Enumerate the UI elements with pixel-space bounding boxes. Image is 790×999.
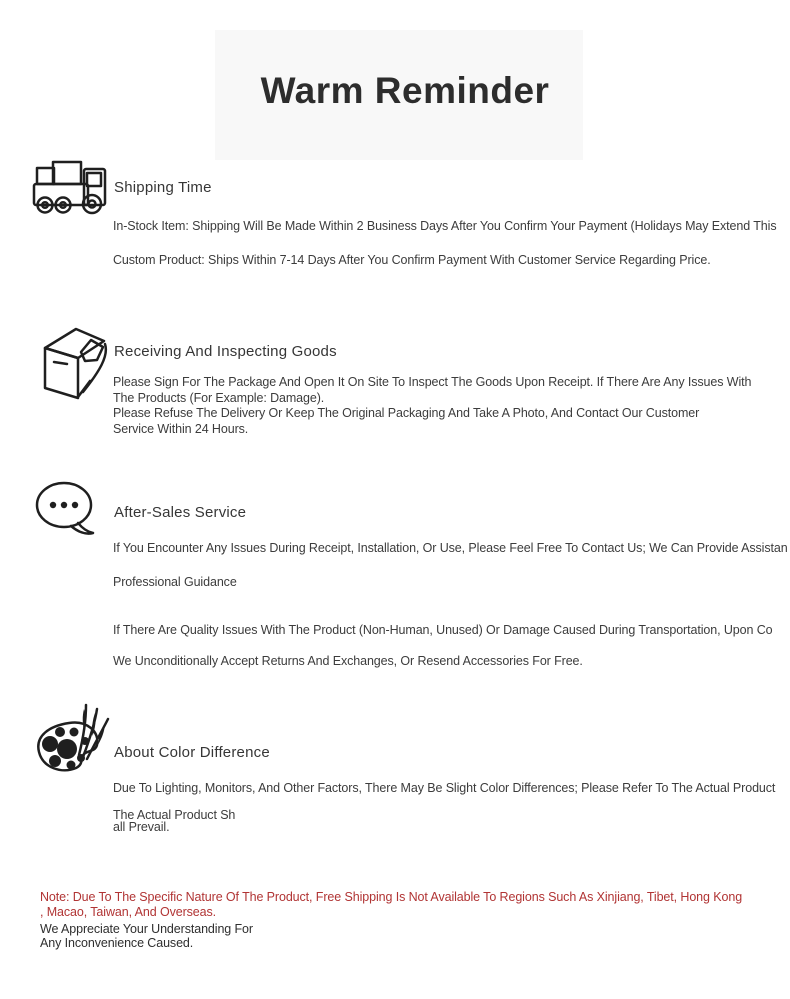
- text-line: all Prevail.: [113, 819, 170, 834]
- section-heading-shipping-time: Shipping Time: [114, 179, 212, 196]
- text-line: The Products (For Example: Damage).: [113, 390, 325, 405]
- shipping-custom-text: Custom Product: Ships Within 7-14 Days After You Confirm Payment With Customer Service Regarding Price.: [113, 253, 711, 267]
- text-line: Please Refuse The Delivery Or Keep The Original Packaging And Take A Photo, And Contact Our Customer: [113, 406, 700, 420]
- shipping-instock-text: In-Stock Item: Shipping Will Be Made Within 2 Business Days After You Confirm Your Payment (Holidays May Extend This: [113, 219, 777, 233]
- appreciation-text: [40, 923, 253, 950]
- chat-bubble-icon: [33, 479, 99, 539]
- truck-icon: [28, 152, 110, 216]
- actual-product-text: [113, 810, 235, 833]
- text-line: Service Within 24 Hours.: [113, 421, 249, 436]
- note-line: , Macao, Taiwan, And Overseas.: [40, 904, 217, 919]
- aftersales-returns-text: We Unconditionally Accept Returns And Exchanges, Or Resend Accessories For Free.: [113, 654, 583, 668]
- aftersales-contact-text: If You Encounter Any Issues During Receipt, Installation, Or Use, Please Feel Free To Contact Us; We Can Provide Assistan: [113, 541, 788, 555]
- shipping-restriction-note: [40, 890, 742, 919]
- note-line: Note: Due To The Specific Nature Of The Product, Free Shipping Is Not Available To Regions Such As Xinjiang, Tibet, Hong Kong: [40, 890, 743, 904]
- aftersales-guidance-text: Professional Guidance: [113, 575, 237, 589]
- box-icon: [33, 320, 113, 402]
- text-line: Please Sign For The Package And Open It On Site To Inspect The Goods Upon Receipt. If There Are Any Issues With: [113, 375, 752, 389]
- color-difference-text: Due To Lighting, Monitors, And Other Factors, There May Be Slight Color Differences; Please Refer To The Actual Product: [113, 781, 776, 795]
- section-heading-color-difference: About Color Difference: [114, 744, 270, 761]
- aftersales-quality-text: If There Are Quality Issues With The Product (Non-Human, Unused) Or Damage Caused During Transportation, Upon Co: [113, 623, 773, 637]
- receiving-inspect-text: [113, 375, 751, 406]
- section-heading-receiving-goods: Receiving And Inspecting Goods: [114, 343, 337, 360]
- section-heading-after-sales: After-Sales Service: [114, 504, 247, 521]
- page-title: Warm Reminder: [260, 70, 550, 111]
- closing-line: Any Inconvenience Caused.: [40, 935, 194, 950]
- receiving-refuse-text: [113, 406, 699, 437]
- palette-icon: [31, 699, 113, 777]
- text-line: The Actual Product Sh: [113, 808, 236, 822]
- closing-line: We Appreciate Your Understanding For: [40, 922, 253, 936]
